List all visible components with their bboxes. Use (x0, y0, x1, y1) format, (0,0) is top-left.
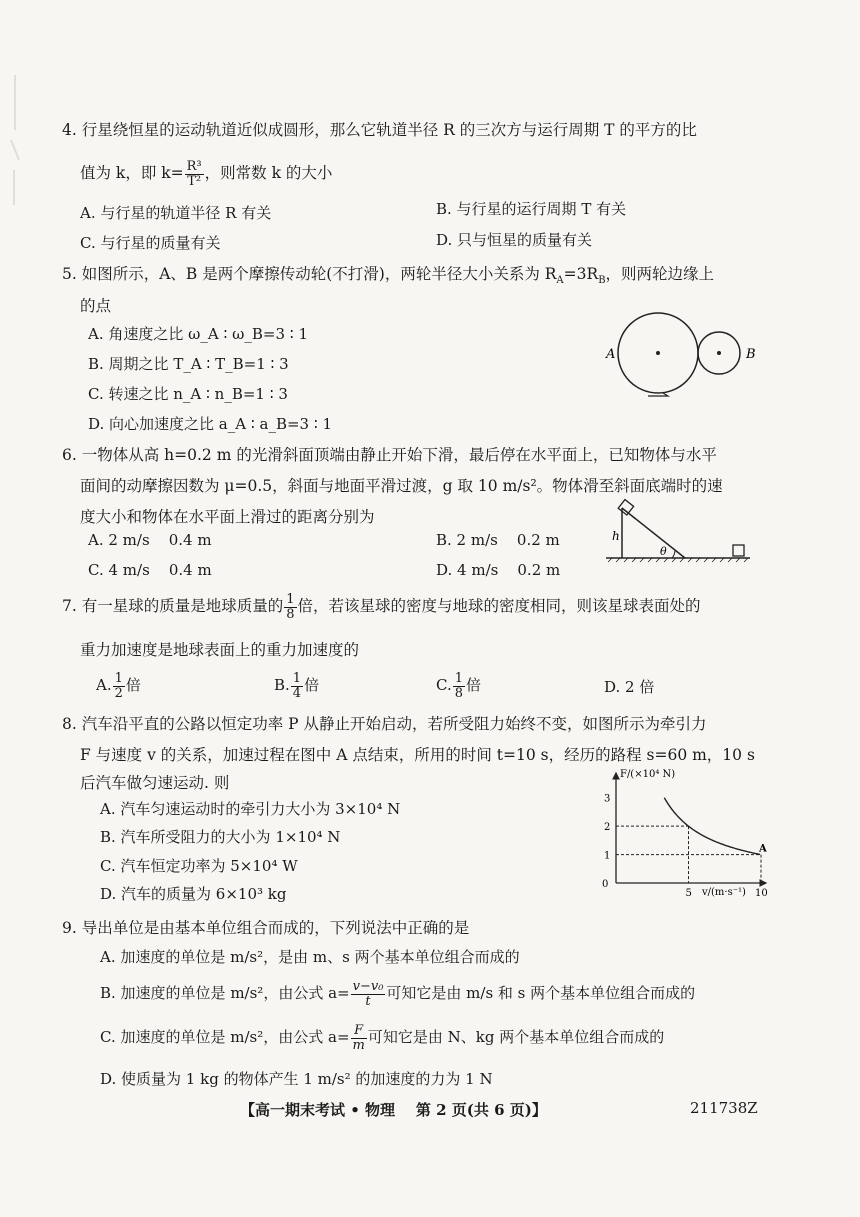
q4-stem-line2 (80, 160, 332, 188)
q4-frac-den: T² (187, 173, 202, 189)
q7-option-b (274, 672, 319, 700)
q7-c-post: 倍 (466, 676, 482, 695)
q9-b-pre: B. 加速度的单位是 m/s²，由公式 a= (100, 984, 350, 1003)
q5-sub-b: B (598, 275, 606, 287)
q5-option-b: B. 周期之比 T_A ∶ T_B=1 ∶ 3 (88, 355, 289, 373)
q6-option-d: D. 4 m/s 0.2 m (436, 561, 561, 579)
page-footer: 【高一期末考试 • 物理 第 2 页(共 6 页)】 (240, 1101, 547, 1119)
q6-stem-line1: 6. 一物体从高 h=0.2 m 的光滑斜面顶端由静止开始下滑，最后停在水平面上，已知物体与水平 (62, 446, 717, 464)
q9-c-den: m (352, 1037, 365, 1053)
q4-option-c: C. 与行星的质量有关 (80, 234, 221, 252)
q8-option-d: D. 汽车的质量为 6×10³ kg (100, 885, 287, 903)
q7-a-post: 倍 (125, 676, 141, 695)
chart-xtick-5: 5 (685, 888, 692, 899)
q7-c-pre: C. (436, 676, 452, 695)
chart-xlabel: v/(m·s⁻¹) (702, 887, 746, 898)
q9-option-d: D. 使质量为 1 kg 的物体产生 1 m/s² 的加速度的力为 1 N (100, 1070, 493, 1088)
q9-option-b (100, 980, 695, 1008)
q8-force-velocity-chart (590, 765, 780, 900)
chart-point-a-label: A (759, 843, 767, 855)
scan-artifact (6, 70, 24, 210)
q9-b-post: 可知它是由 m/s 和 s 两个基本单位组合而成的 (386, 984, 696, 1003)
q4-frac-num: R³ (186, 159, 202, 174)
q8-option-a: A. 汽车匀速运动时的牵引力大小为 3×10⁴ N (100, 800, 401, 818)
q7-c-num: 1 (454, 671, 463, 686)
angle-label: θ (660, 545, 667, 558)
wheel-a-label: A (606, 347, 616, 362)
q7-fraction (284, 593, 296, 621)
incline-slope (622, 508, 685, 558)
chart-ytick-1: 1 (604, 850, 611, 862)
q8-option-b: B. 汽车所受阻力的大小为 1×10⁴ N (100, 828, 341, 846)
q7-a-frac (113, 672, 125, 700)
q9-option-c (100, 1024, 664, 1052)
chart-ytick-3: 3 (604, 793, 611, 805)
q5-stem-text: 5. 如图所示，A、B 是两个摩擦传动轮(不打滑)，两轮半径大小关系为 R (62, 265, 557, 283)
q7-b-pre: B. (274, 676, 290, 695)
q7-c-frac (453, 672, 465, 700)
q9-b-num: v−v₀ (352, 979, 384, 994)
q8-stem-line2: F 与速度 v 的关系，加速过程在图中 A 点结束，所用的时间 t=10 s，经历的路程 s=60 m，10 s (80, 746, 755, 764)
chart-ytick-2: 2 (604, 822, 611, 834)
q4-option-b: B. 与行星的运行周期 T 有关 (436, 200, 627, 218)
paper-code: 211738Z (690, 1099, 758, 1117)
q6-stem-line3: 度大小和物体在水平面上滑过的距离分别为 (80, 508, 375, 526)
q7-b-frac (291, 672, 303, 700)
q7-b-post: 倍 (304, 676, 320, 695)
q7-stem-line2: 重力加速度是地球表面上的重力加速度的 (80, 641, 360, 659)
q8-stem-line3: 后汽车做匀速运动. 则 (80, 774, 230, 792)
q5-stem-mid: =3R (563, 265, 599, 283)
q7-b-den: 4 (292, 685, 302, 701)
q8-option-c: C. 汽车恒定功率为 5×10⁴ W (100, 857, 298, 875)
q8-stem-line1: 8. 汽车沿平直的公路以恒定功率 P 从静止开始启动，若所受阻力始终不变，如图所示为牵引力 (62, 715, 707, 733)
q5-option-d: D. 向心加速度之比 a_A ∶ a_B=3 ∶ 1 (88, 415, 333, 433)
chart-ylabel: F/(×10⁴ N) (620, 769, 676, 780)
q4-fraction (185, 160, 204, 188)
q6-incline-figure (600, 498, 760, 568)
chart-xtick-10: 10 (755, 888, 768, 899)
wheel-b-label: B (746, 347, 756, 362)
q4-option-a: A. 与行星的轨道半径 R 有关 (80, 204, 272, 222)
q9-c-frac (351, 1024, 367, 1052)
q7-a-pre: A. (96, 676, 112, 695)
q6-option-b: B. 2 m/s 0.2 m (436, 531, 560, 549)
q7-stem-post: 倍，若该星球的密度与地球的密度相同，则该星球表面处的 (297, 597, 701, 616)
q7-b-num: 1 (292, 671, 302, 686)
q7-c-den: 8 (454, 685, 463, 701)
q9-c-post: 可知它是由 N、kg 两个基本单位组合而成的 (367, 1028, 665, 1047)
height-label: h (612, 529, 620, 543)
q6-stem-line2: 面间的动摩擦因数为 μ=0.5，斜面与地面平滑过渡，g 取 10 m/s²。物体滑至斜面底端时的速 (80, 477, 723, 495)
q5-option-c: C. 转速之比 n_A ∶ n_B=1 ∶ 3 (88, 385, 288, 403)
chart-origin-label: 0 (602, 879, 609, 890)
q5-stem-post: ，则两轮边缘上 (605, 265, 715, 283)
q7-stem-pre: 7. 有一星球的质量是地球质量的 (62, 597, 284, 616)
q9-b-frac (351, 980, 386, 1008)
angle-arc (672, 550, 675, 558)
q7-a-num: 1 (114, 671, 123, 686)
q7-a-den: 2 (114, 685, 123, 701)
q7-frac-num: 1 (286, 592, 295, 607)
wheel-a-center (656, 351, 660, 355)
q7-option-d: D. 2 倍 (604, 678, 655, 696)
q9-b-den: t (365, 993, 371, 1009)
q9-c-pre: C. 加速度的单位是 m/s²，由公式 a= (100, 1028, 350, 1047)
q9-option-a: A. 加速度的单位是 m/s²，是由 m、s 两个基本单位组合而成的 (100, 948, 520, 966)
q5-sub-a: A (556, 275, 564, 287)
q5-stem-line2: 的点 (80, 297, 112, 315)
q7-stem-line1 (62, 593, 701, 621)
q4-option-d: D. 只与恒星的质量有关 (436, 231, 593, 249)
q5-wheels-figure (600, 310, 770, 400)
q9-stem: 9. 导出单位是由基本单位组合而成的，下列说法中正确的是 (62, 919, 470, 937)
q4-stem-post: ，则常数 k 的大小 (204, 164, 333, 183)
q7-option-c (436, 672, 481, 700)
q6-option-a: A. 2 m/s 0.4 m (88, 531, 212, 549)
q4-stem-line1: 4. 行星绕恒星的运动轨道近似成圆形，那么它轨道半径 R 的三次方与运行周期 T 的平方的比 (62, 121, 697, 139)
q7-option-a (96, 672, 141, 700)
wheel-b-center (717, 351, 721, 355)
block-on-ground (733, 545, 744, 556)
q5-option-a: A. 角速度之比 ω_A ∶ ω_B=3 ∶ 1 (88, 325, 308, 343)
q5-stem-line1 (62, 262, 714, 286)
q4-stem-pre: 值为 k，即 k= (80, 164, 184, 183)
q6-option-c: C. 4 m/s 0.4 m (88, 561, 212, 579)
block-on-incline (618, 500, 633, 515)
q9-c-num: F (351, 1024, 367, 1039)
q7-frac-den: 8 (286, 606, 295, 622)
